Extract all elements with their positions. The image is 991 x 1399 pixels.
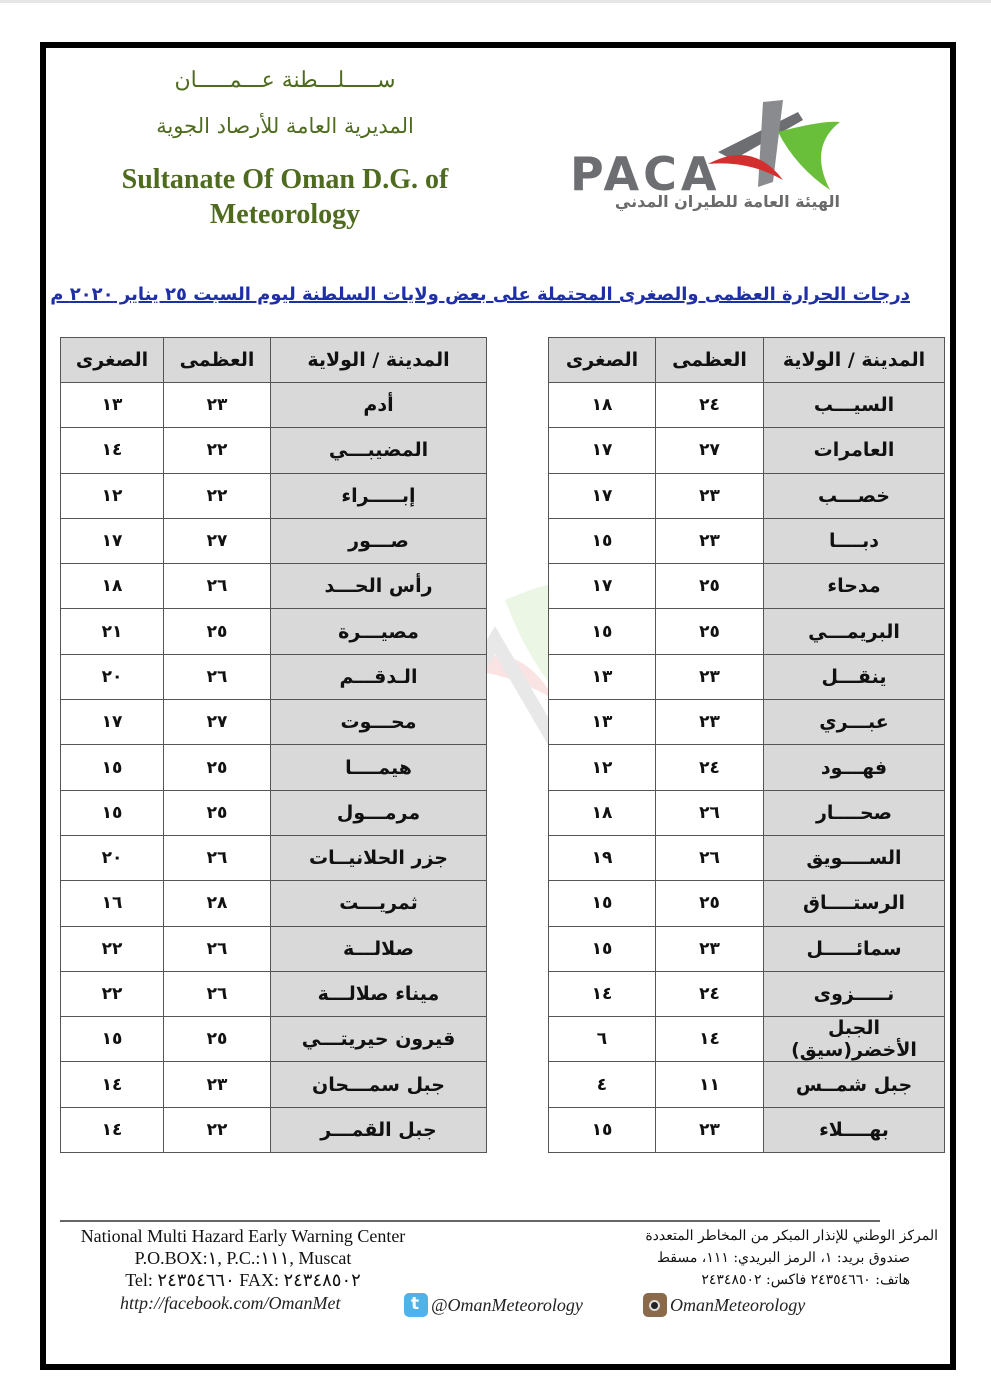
city-cell: الـدقـــم xyxy=(271,654,487,699)
max-temp-cell: ٢٥ xyxy=(164,1017,271,1062)
city-cell: البريمـــي xyxy=(764,609,945,654)
table-row xyxy=(549,1062,945,1107)
footer-english-pobox: P.O.BOX:١, P.C.:١١١, Muscat xyxy=(134,1248,352,1268)
column-header-max: العظمى xyxy=(164,338,271,383)
table-row xyxy=(549,700,945,745)
twitter-link[interactable] xyxy=(404,1293,583,1317)
max-temp-cell: ٢٧ xyxy=(656,428,764,473)
max-temp-cell: ٢٣ xyxy=(656,1107,764,1152)
min-temp-cell: ١٤ xyxy=(61,1062,164,1107)
max-temp-cell: ٢٣ xyxy=(164,383,271,428)
max-temp-cell: ٢٦ xyxy=(656,835,764,880)
footer-divider xyxy=(60,1220,880,1222)
max-temp-cell: ٢٦ xyxy=(164,564,271,609)
max-temp-cell: ٢٥ xyxy=(656,609,764,654)
min-temp-cell: ١٨ xyxy=(61,564,164,609)
table-row xyxy=(549,835,945,880)
table-row xyxy=(549,790,945,835)
page-title: درجات الحرارة العظمى والصغرى المحتملة على بعض ولايات السلطنة ليوم السبت ٢٥ يناير ٢٠٢٠ م xyxy=(50,284,910,305)
logo-plane-body xyxy=(758,100,783,187)
city-cell: جبل سمـــحان xyxy=(271,1062,487,1107)
max-temp-cell: ١١ xyxy=(656,1062,764,1107)
max-temp-cell: ٢٦ xyxy=(164,971,271,1016)
table-row xyxy=(61,790,487,835)
table-header-row xyxy=(549,338,945,383)
column-header-city: المدينة / الولاية xyxy=(271,338,487,383)
max-temp-cell: ٢٦ xyxy=(164,926,271,971)
min-temp-cell: ١٦ xyxy=(61,881,164,926)
twitter-handle: @OmanMeteorology xyxy=(431,1295,583,1315)
city-cell: جبل القمـــر xyxy=(271,1107,487,1152)
min-temp-cell: ١٢ xyxy=(61,473,164,518)
city-cell: المضيبـــي xyxy=(271,428,487,473)
max-temp-cell: ٢٣ xyxy=(656,700,764,745)
header-arabic-department: المديرية العامة للأرصاد الجوية xyxy=(156,114,414,138)
table-row xyxy=(549,428,945,473)
top-edge-line xyxy=(0,0,991,3)
table-row xyxy=(61,383,487,428)
city-cell: ينقـــل xyxy=(764,654,945,699)
table-row xyxy=(549,745,945,790)
table-row xyxy=(61,654,487,699)
table-row xyxy=(549,473,945,518)
city-cell: هيمــــا xyxy=(271,745,487,790)
table-row xyxy=(549,926,945,971)
table-row xyxy=(549,1017,945,1062)
min-temp-cell: ٦ xyxy=(549,1017,656,1062)
min-temp-cell: ٢٠ xyxy=(61,835,164,880)
table-row xyxy=(61,926,487,971)
max-temp-cell: ٢٧ xyxy=(164,700,271,745)
table-row xyxy=(549,654,945,699)
min-temp-cell: ٢٢ xyxy=(61,971,164,1016)
temperature-table-left xyxy=(60,337,487,1153)
table-row xyxy=(61,609,487,654)
min-temp-cell: ١٥ xyxy=(549,881,656,926)
header-english xyxy=(95,162,475,232)
city-cell: فهـــود xyxy=(764,745,945,790)
city-cell: العامرات xyxy=(764,428,945,473)
max-temp-cell: ٢٥ xyxy=(164,790,271,835)
min-temp-cell: ١٤ xyxy=(549,971,656,1016)
instagram-handle: OmanMeteorology xyxy=(670,1295,806,1315)
footer-arabic-phone: هاتف: ٢٤٣٥٤٦٦٠ فاكس: ٢٤٣٤٨٥٠٢ xyxy=(701,1272,910,1288)
city-cell: ميناء صلالـــة xyxy=(271,971,487,1016)
max-temp-cell: ٢٣ xyxy=(656,518,764,563)
city-cell: نـــــزوى xyxy=(764,971,945,1016)
min-temp-cell: ١٥ xyxy=(549,1107,656,1152)
instagram-link[interactable] xyxy=(643,1293,805,1317)
city-cell: السيـــب xyxy=(764,383,945,428)
city-cell: الجبل الأخضر(سيق) xyxy=(764,1017,945,1062)
city-cell: دبــــا xyxy=(764,518,945,563)
min-temp-cell: ١٩ xyxy=(549,835,656,880)
max-temp-cell: ٢٣ xyxy=(656,926,764,971)
city-cell: جبل شمــس xyxy=(764,1062,945,1107)
max-temp-cell: ٢٢ xyxy=(164,1107,271,1152)
max-temp-cell: ٢٣ xyxy=(164,1062,271,1107)
min-temp-cell: ١٢ xyxy=(549,745,656,790)
max-temp-cell: ٢٥ xyxy=(656,881,764,926)
min-temp-cell: ١٤ xyxy=(61,1107,164,1152)
max-temp-cell: ٢٤ xyxy=(656,745,764,790)
table-row xyxy=(61,881,487,926)
table-row xyxy=(61,1062,487,1107)
table-row xyxy=(61,700,487,745)
logo-letters: PACA xyxy=(570,147,721,201)
footer-english-phone: Tel: ٢٤٣٥٤٦٦٠ FAX: ٢٤٣٤٨٥٠٢ xyxy=(125,1270,361,1290)
max-temp-cell: ١٤ xyxy=(656,1017,764,1062)
city-cell: خصـــب xyxy=(764,473,945,518)
max-temp-cell: ٢٦ xyxy=(656,790,764,835)
max-temp-cell: ٢٥ xyxy=(164,609,271,654)
column-header-min: الصغرى xyxy=(549,338,656,383)
min-temp-cell: ١٧ xyxy=(549,473,656,518)
max-temp-cell: ٢٨ xyxy=(164,881,271,926)
header-english-line1: Sultanate Of Oman D.G. of xyxy=(121,164,449,195)
city-cell: قيرون حيريتـــي xyxy=(271,1017,487,1062)
table-row xyxy=(61,971,487,1016)
max-temp-cell: ٢٤ xyxy=(656,383,764,428)
max-temp-cell: ٢٣ xyxy=(656,654,764,699)
max-temp-cell: ٢٦ xyxy=(164,654,271,699)
max-temp-cell: ٢٣ xyxy=(656,473,764,518)
facebook-link[interactable]: http://facebook.com/OmanMet xyxy=(120,1293,341,1313)
min-temp-cell: ٢١ xyxy=(61,609,164,654)
min-temp-cell: ٢٢ xyxy=(61,926,164,971)
min-temp-cell: ١٨ xyxy=(549,383,656,428)
max-temp-cell: ٢٦ xyxy=(164,835,271,880)
table-row xyxy=(61,1017,487,1062)
min-temp-cell: ١٥ xyxy=(549,609,656,654)
table-row xyxy=(61,835,487,880)
table-row xyxy=(549,881,945,926)
table-row xyxy=(61,564,487,609)
city-cell: رأس الحـــد xyxy=(271,564,487,609)
max-temp-cell: ٢٥ xyxy=(164,745,271,790)
header-english-line2: Meteorology xyxy=(209,199,361,230)
min-temp-cell: ٢٠ xyxy=(61,654,164,699)
twitter-icon xyxy=(404,1293,428,1317)
city-cell: مصيـــرة xyxy=(271,609,487,654)
column-header-city: المدينة / الولاية xyxy=(764,338,945,383)
table-row xyxy=(549,609,945,654)
min-temp-cell: ١٤ xyxy=(61,428,164,473)
city-cell: أدم xyxy=(271,383,487,428)
column-header-min: الصغرى xyxy=(61,338,164,383)
city-cell: صـــور xyxy=(271,518,487,563)
min-temp-cell: ١٣ xyxy=(549,700,656,745)
max-temp-cell: ٢٧ xyxy=(164,518,271,563)
city-cell: صلالـــة xyxy=(271,926,487,971)
footer-arabic xyxy=(600,1225,940,1291)
table-row xyxy=(61,428,487,473)
table-row xyxy=(549,518,945,563)
min-temp-cell: ٤ xyxy=(549,1062,656,1107)
min-temp-cell: ١٥ xyxy=(61,790,164,835)
min-temp-cell: ١٥ xyxy=(61,745,164,790)
city-cell: محـــوت xyxy=(271,700,487,745)
city-cell: الرستــــاق xyxy=(764,881,945,926)
table-row xyxy=(549,971,945,1016)
min-temp-cell: ١٥ xyxy=(549,518,656,563)
temperature-table-right xyxy=(548,337,945,1153)
instagram-icon xyxy=(643,1293,667,1317)
min-temp-cell: ١٥ xyxy=(61,1017,164,1062)
logo-green-swoosh xyxy=(778,122,840,190)
max-temp-cell: ٢٤ xyxy=(656,971,764,1016)
city-cell: مدحاء xyxy=(764,564,945,609)
min-temp-cell: ١٧ xyxy=(549,428,656,473)
table-row xyxy=(549,383,945,428)
city-cell: ثمريـــت xyxy=(271,881,487,926)
table-row xyxy=(549,564,945,609)
min-temp-cell: ١٨ xyxy=(549,790,656,835)
table-row xyxy=(61,745,487,790)
min-temp-cell: ١٣ xyxy=(61,383,164,428)
city-cell: جزر الحلانيــات xyxy=(271,835,487,880)
footer-arabic-center: المركز الوطني للإنذار المبكر من المخاطر المتعددة xyxy=(645,1228,938,1244)
city-cell: صحــــار xyxy=(764,790,945,835)
max-temp-cell: ٢٢ xyxy=(164,428,271,473)
city-cell: عبـــري xyxy=(764,700,945,745)
city-cell: الســــويق xyxy=(764,835,945,880)
max-temp-cell: ٢٥ xyxy=(656,564,764,609)
column-header-max: العظمى xyxy=(656,338,764,383)
table-row xyxy=(549,1107,945,1152)
logo-arabic-text: الهيئة العامة للطيران المدني xyxy=(614,192,840,211)
city-cell: بهــــلاء xyxy=(764,1107,945,1152)
footer-english xyxy=(58,1225,428,1291)
header-arabic-country: ســـــلـــطنة عـــمـــــان xyxy=(174,68,396,93)
city-cell: مرمـــول xyxy=(271,790,487,835)
footer-english-center: National Multi Hazard Early Warning Center xyxy=(80,1226,406,1246)
table-row xyxy=(61,473,487,518)
min-temp-cell: ١٧ xyxy=(61,700,164,745)
min-temp-cell: ١٣ xyxy=(549,654,656,699)
table-row xyxy=(61,518,487,563)
city-cell: سمائـــــل xyxy=(764,926,945,971)
footer-arabic-pobox: صندوق بريد: ١، الرمز البريدي: ١١١، مسقط xyxy=(657,1250,910,1266)
table-header-row xyxy=(61,338,487,383)
min-temp-cell: ١٥ xyxy=(549,926,656,971)
min-temp-cell: ١٧ xyxy=(61,518,164,563)
max-temp-cell: ٢٢ xyxy=(164,473,271,518)
table-row xyxy=(61,1107,487,1152)
min-temp-cell: ١٧ xyxy=(549,564,656,609)
city-cell: إبـــــراء xyxy=(271,473,487,518)
